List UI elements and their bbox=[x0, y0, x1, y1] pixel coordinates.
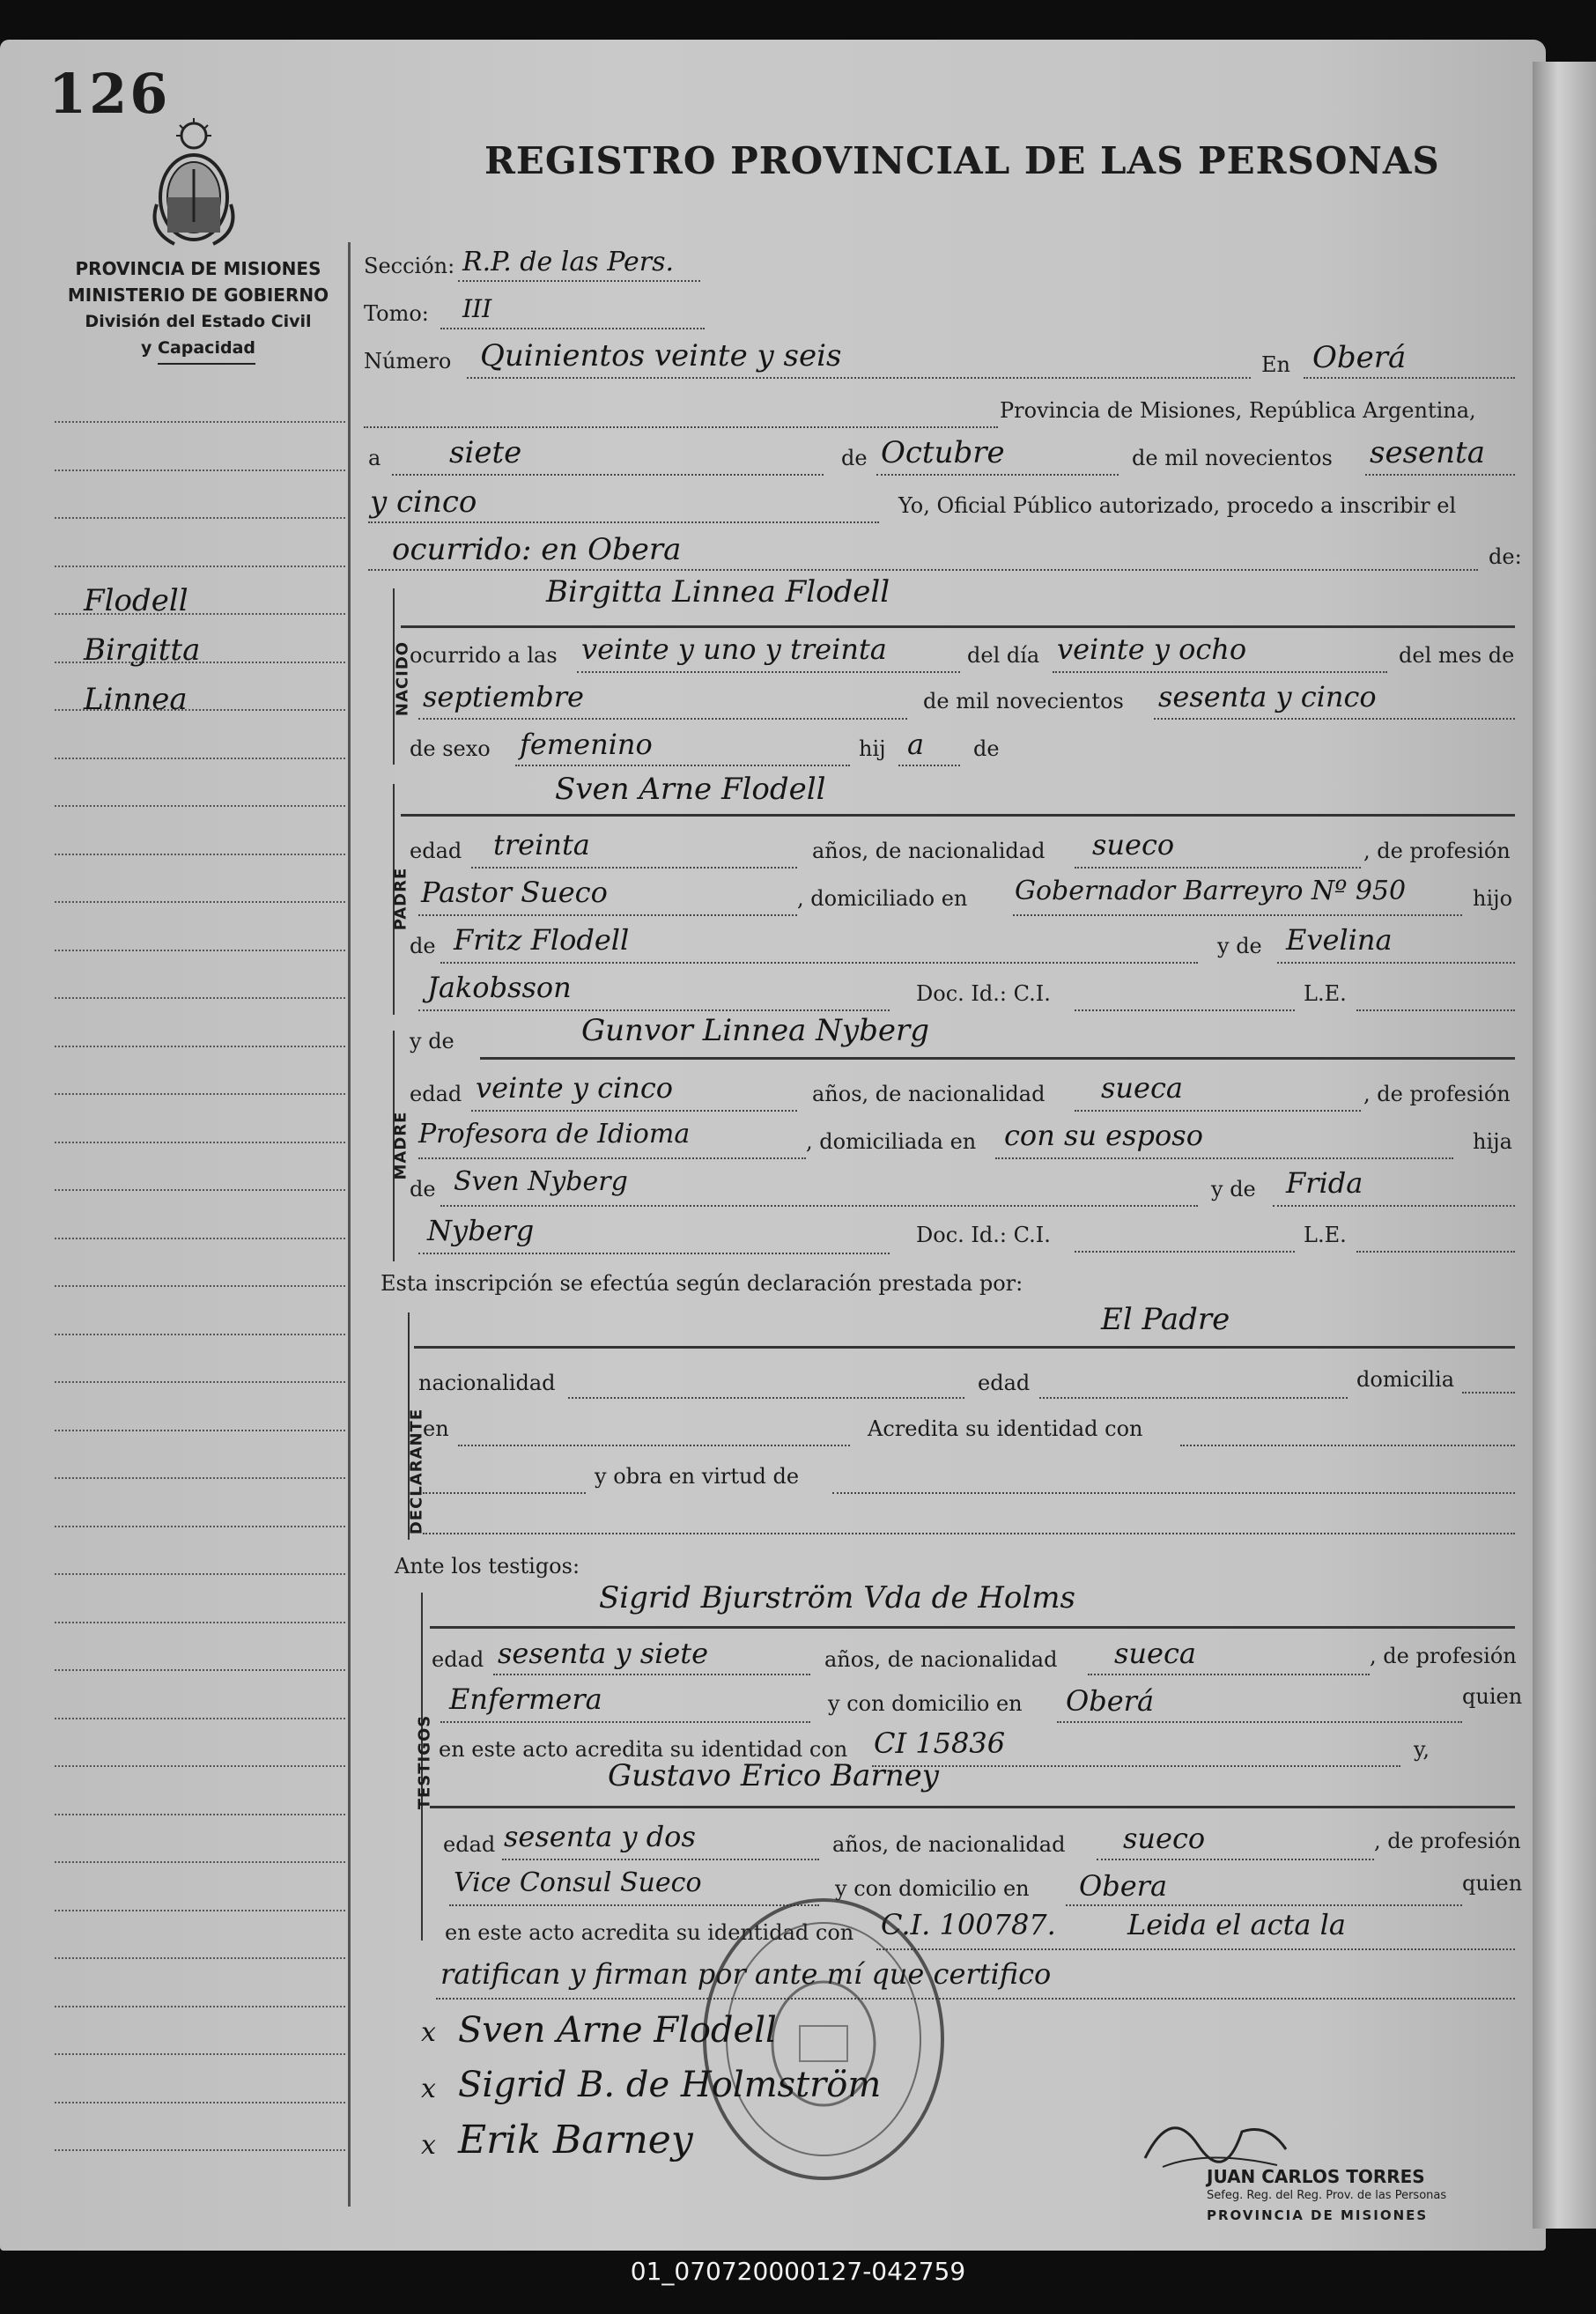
t2-nac-label: años, de nacionalidad bbox=[832, 1832, 1066, 1857]
margin-rule-line bbox=[55, 1910, 345, 1911]
declarante-nac-label: nacionalidad bbox=[418, 1371, 556, 1395]
witness-2-document: C.I. 100787. bbox=[881, 1908, 1056, 1941]
margin-rule-line bbox=[55, 2053, 345, 2055]
t2-dom-label: y con domicilio en bbox=[835, 1876, 1030, 1901]
witness-2-profession: Vice Consul Sueco bbox=[454, 1867, 702, 1898]
witness-1-age: sesenta y siete bbox=[498, 1637, 709, 1670]
issuing-authority bbox=[35, 255, 361, 365]
padre-prof-label: , de profesión bbox=[1363, 839, 1511, 863]
witness-2-nationality: sueco bbox=[1123, 1822, 1206, 1855]
padre-yde-label: y de bbox=[1217, 934, 1262, 958]
signature-witness-2: Erik Barney bbox=[458, 2118, 693, 2162]
t1-y-label: y, bbox=[1414, 1737, 1430, 1762]
anio-value-2: y cinco bbox=[370, 484, 477, 520]
birth-month-value: septiembre bbox=[423, 680, 584, 713]
margin-rule-line bbox=[55, 1718, 345, 1719]
mil-text: de mil novecientos bbox=[1132, 446, 1333, 470]
nacido-de-label: de bbox=[973, 736, 1000, 761]
paternal-grandmother-surname: Jakobsson bbox=[427, 971, 572, 1004]
margin-rule-line bbox=[55, 1430, 345, 1431]
numero-value: Quinientos veinte y seis bbox=[480, 338, 842, 373]
witness-1-profession: Enfermera bbox=[449, 1682, 602, 1716]
padre-de-label: de bbox=[410, 934, 436, 958]
paternal-grandmother-value: Evelina bbox=[1286, 923, 1393, 957]
section-madre: MADRE bbox=[391, 1111, 410, 1180]
margin-rule-line bbox=[55, 469, 345, 471]
madre-yde-label: y de bbox=[410, 1029, 454, 1053]
numero-label: Número bbox=[364, 349, 452, 373]
t1-edad-label: edad bbox=[432, 1647, 484, 1672]
de-colon-label: de: bbox=[1489, 544, 1522, 569]
birth-year-value: sesenta y cinco bbox=[1158, 680, 1377, 713]
document-title: REGISTRO PROVINCIAL DE LAS PERSONAS bbox=[484, 139, 1440, 182]
hijo-label: hijo bbox=[1473, 886, 1513, 911]
margin-rule-line bbox=[55, 2006, 345, 2007]
t2-quien-label: quien bbox=[1462, 1871, 1523, 1896]
child-name: Birgitta Linnea Flodell bbox=[546, 574, 890, 610]
signature-mark-2: x bbox=[421, 2074, 436, 2104]
madre-le-label: L.E. bbox=[1304, 1223, 1347, 1247]
birth-day-value: veinte y ocho bbox=[1057, 632, 1247, 666]
margin-rule-line bbox=[55, 1622, 345, 1623]
madre-nac-label: años, de nacionalidad bbox=[812, 1082, 1046, 1106]
margin-rule-line bbox=[55, 1669, 345, 1671]
margin-rule-line bbox=[55, 517, 345, 519]
margin-rule-line bbox=[55, 1526, 345, 1527]
margin-rule-line bbox=[55, 950, 345, 951]
margin-rule-line bbox=[55, 1046, 345, 1047]
padre-doc-label: Doc. Id.: C.I. bbox=[916, 981, 1051, 1006]
witness-2-name: Gustavo Erico Barney bbox=[608, 1758, 939, 1793]
provincia-text: Provincia de Misiones, República Argentina, bbox=[1000, 398, 1476, 423]
en-label: En bbox=[1261, 352, 1290, 377]
mother-address-value: con su esposo bbox=[1004, 1119, 1203, 1152]
margin-rule-line bbox=[55, 2149, 345, 2151]
father-age-value: treinta bbox=[493, 828, 590, 861]
signature-mark-3: x bbox=[421, 2130, 436, 2161]
witness-1-address: Oberá bbox=[1066, 1684, 1155, 1718]
de-label: de bbox=[841, 446, 868, 470]
book-binding bbox=[1533, 62, 1596, 2229]
margin-rule-line bbox=[55, 1861, 345, 1863]
section-testigos: TESTIGOS bbox=[415, 1714, 434, 1810]
witness-1-name: Sigrid Bjurström Vda de Holms bbox=[599, 1580, 1075, 1615]
del-mes-label: del mes de bbox=[1399, 643, 1515, 668]
margin-divider bbox=[348, 242, 351, 2207]
sexo-value: femenino bbox=[520, 728, 653, 761]
margin-middle-name: Linnea bbox=[84, 682, 188, 717]
hija-label: hija bbox=[1473, 1129, 1512, 1154]
registrar-role: Sefeg. Reg. del Reg. Prov. de las Personas bbox=[1207, 2189, 1447, 2202]
padre-edad-label: edad bbox=[410, 839, 462, 863]
margin-rule-line bbox=[55, 566, 345, 567]
tomo-value: III bbox=[462, 294, 492, 323]
sexo-label: de sexo bbox=[410, 736, 491, 761]
closing-text-1: Leida el acta la bbox=[1127, 1908, 1346, 1941]
margin-surname: Flodell bbox=[84, 583, 188, 618]
hij-value: a bbox=[907, 728, 925, 761]
father-address-value: Gobernador Barreyro Nº 950 bbox=[1015, 876, 1407, 906]
t2-edad-label: edad bbox=[443, 1832, 496, 1857]
yo-text: Yo, Oficial Público autorizado, procedo a inscribir el bbox=[898, 493, 1457, 518]
testigos-intro: Ante los testigos: bbox=[395, 1554, 580, 1578]
margin-rule-line bbox=[55, 2102, 345, 2103]
madre-yde2-label: y de bbox=[1211, 1177, 1256, 1201]
father-nationality-value: sueco bbox=[1092, 828, 1175, 861]
maternal-grandfather-value: Sven Nyberg bbox=[454, 1166, 628, 1197]
margin-rule-line bbox=[55, 1477, 345, 1479]
declarante-dom-label: domicilia bbox=[1356, 1367, 1455, 1392]
margin-rule-line bbox=[55, 805, 345, 807]
mother-age-value: veinte y cinco bbox=[476, 1071, 674, 1105]
padre-nac-label: años, de nacionalidad bbox=[812, 839, 1046, 863]
t1-dom-label: y con domicilio en bbox=[828, 1691, 1023, 1716]
ocurrido-label: ocurrido a las bbox=[410, 643, 558, 668]
birth-time-value: veinte y uno y treinta bbox=[581, 632, 887, 666]
scan-id-caption: 01_070720000127-042759 bbox=[630, 2257, 966, 2286]
signature-mark-1: x bbox=[421, 2017, 436, 2048]
margin-rule-line bbox=[55, 1238, 345, 1239]
registrar-stamp bbox=[1207, 2167, 1446, 2225]
madre-de-label: de bbox=[410, 1177, 436, 1201]
a-label: a bbox=[368, 446, 381, 470]
mil-label: de mil novecientos bbox=[923, 689, 1124, 713]
margin-rule-line bbox=[55, 1189, 345, 1191]
madre-prof-label: , de profesión bbox=[1363, 1082, 1511, 1106]
section-nacido: NACIDO bbox=[393, 640, 412, 717]
father-name: Sven Arne Flodell bbox=[555, 772, 826, 807]
tomo-label: Tomo: bbox=[364, 301, 429, 326]
declarante-edad-label: edad bbox=[978, 1371, 1031, 1395]
margin-rule-line bbox=[55, 421, 345, 423]
authority-line-1: PROVINCIA DE MISIONES bbox=[75, 258, 321, 279]
seccion-value: R.P. de las Pers. bbox=[462, 247, 675, 277]
madre-dom-label: , domiciliada en bbox=[806, 1129, 977, 1154]
registrar-place: PROVINCIA DE MISIONES bbox=[1207, 2207, 1429, 2223]
margin-first-name: Birgitta bbox=[84, 632, 201, 668]
authority-line-3: División del Estado Civil bbox=[85, 312, 312, 331]
t1-prof-label: , de profesión bbox=[1370, 1644, 1517, 1668]
en-value: Oberá bbox=[1312, 340, 1407, 375]
margin-rule-line bbox=[55, 1814, 345, 1815]
paternal-grandfather-value: Fritz Flodell bbox=[454, 923, 630, 957]
declarante-en-label: en bbox=[423, 1416, 449, 1441]
del-dia-label: del día bbox=[967, 643, 1040, 668]
maternal-grandmother-value: Frida bbox=[1286, 1166, 1363, 1200]
declarante-value: El Padre bbox=[1101, 1302, 1230, 1337]
closing-text-2: ratifican y firman por ante mí que certifico bbox=[440, 1957, 1052, 1991]
margin-rule-line bbox=[55, 1285, 345, 1287]
margin-rule-line bbox=[55, 854, 345, 855]
witness-1-document: CI 15836 bbox=[874, 1726, 1006, 1760]
margin-rule-line bbox=[55, 1573, 345, 1575]
witness-1-nationality: sueca bbox=[1114, 1637, 1196, 1670]
witness-2-age: sesenta y dos bbox=[504, 1820, 696, 1853]
coat-of-arms-icon bbox=[148, 116, 240, 247]
mother-nationality-value: sueca bbox=[1101, 1071, 1183, 1105]
margin-rule-line bbox=[55, 997, 345, 999]
mother-name: Gunvor Linnea Nyberg bbox=[581, 1013, 930, 1048]
padre-dom-label: , domiciliado en bbox=[797, 886, 968, 911]
authority-line-4-prefix: y bbox=[140, 338, 152, 358]
ocurrido-value: ocurrido: en Obera bbox=[392, 532, 682, 567]
maternal-grandmother-surname: Nyberg bbox=[427, 1214, 535, 1247]
declarante-intro: Esta inscripción se efectúa según declaración prestada por: bbox=[381, 1271, 1023, 1296]
hij-label: hij bbox=[859, 736, 886, 761]
margin-rule-line bbox=[55, 1142, 345, 1143]
madre-edad-label: edad bbox=[410, 1082, 462, 1106]
authority-line-4: Capacidad bbox=[158, 335, 255, 365]
margin-rule-line bbox=[55, 1957, 345, 1959]
padre-le-label: L.E. bbox=[1304, 981, 1347, 1006]
signature-father: Sven Arne Flodell bbox=[458, 2010, 777, 2051]
official-signature bbox=[1136, 2096, 1295, 2176]
margin-rule-line bbox=[55, 1334, 345, 1335]
father-profession-value: Pastor Sueco bbox=[421, 876, 608, 909]
signature-witness-1: Sigrid B. de Holmström bbox=[458, 2065, 882, 2105]
section-padre: PADRE bbox=[391, 867, 410, 931]
mes-value: Octubre bbox=[881, 435, 1005, 470]
t1-quien-label: quien bbox=[1462, 1684, 1523, 1709]
declarante-obra-label: y obra en virtud de bbox=[595, 1464, 800, 1489]
declarante-acredita-label: Acredita su identidad con bbox=[868, 1416, 1143, 1441]
margin-rule-line bbox=[55, 758, 345, 759]
authority-line-2: MINISTERIO DE GOBIERNO bbox=[67, 285, 329, 306]
anio-value: sesenta bbox=[1370, 435, 1485, 470]
margin-rule-line bbox=[55, 1381, 345, 1383]
t1-acredita-label: en este acto acredita su identidad con bbox=[439, 1737, 848, 1762]
margin-rule-line bbox=[55, 1093, 345, 1095]
section-declarante: DECLARANTE bbox=[407, 1408, 426, 1535]
registrar-name: JUAN CARLOS TORRES bbox=[1207, 2166, 1425, 2187]
page-number: 126 bbox=[48, 62, 171, 126]
t2-acredita-label: en este acto acredita su identidad con bbox=[445, 1920, 854, 1945]
t2-prof-label: , de profesión bbox=[1374, 1829, 1521, 1853]
margin-rule-line bbox=[55, 1765, 345, 1767]
mother-profession-value: Profesora de Idioma bbox=[418, 1119, 691, 1150]
margin-rule-line bbox=[55, 901, 345, 903]
madre-doc-label: Doc. Id.: C.I. bbox=[916, 1223, 1051, 1247]
witness-2-address: Obera bbox=[1079, 1869, 1168, 1903]
seccion-label: Sección: bbox=[364, 254, 455, 278]
dia-value: siete bbox=[449, 435, 522, 470]
t1-nac-label: años, de nacionalidad bbox=[824, 1647, 1058, 1672]
